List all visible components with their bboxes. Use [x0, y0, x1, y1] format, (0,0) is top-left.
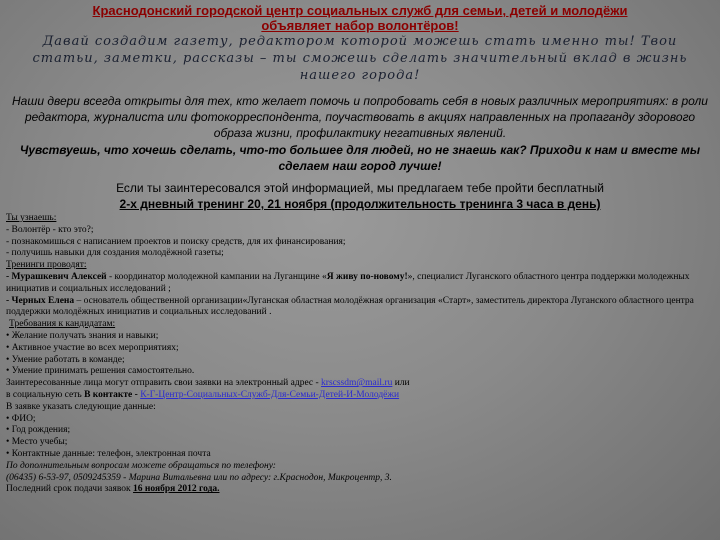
apply-vk-line [6, 390, 714, 402]
apply-social-text: в социальную сеть [6, 389, 85, 400]
trainer-1-text: - координатор молодежной кампании на Луганщине « [106, 271, 327, 282]
slogan: Давай создадим газету, редактором которой можешь стать именно ты! Твои статьи, заметки, рассказы – ты сможешь сделать значительный вклад в жизнь нашего города! [32, 34, 688, 83]
trainer-1-campaign: Я живу по-новому! [326, 271, 408, 282]
trainer-1 [6, 272, 714, 296]
trainer-1-tail: », специалист Луганского областного центра поддержки молодежных инициатив и социальных исследований ; [6, 271, 690, 294]
requirement-item: • Умение принимать решения самостоятельно. [6, 366, 195, 377]
details-block [6, 213, 714, 496]
trainer-1-name: - Мурашкевич Алексей [6, 271, 107, 282]
trainer-2-text: – основатель общественной организации«Луганская областная молодёжная организация «Старт», заместитель директора Луганского областного центра поддержки молодёжных инициатив и социальных исследований . [6, 295, 694, 318]
phone-line-1: По дополнительным вопросам можете обращаться по телефону: [6, 460, 276, 471]
learn-item: - Волонтёр - кто это?; [6, 224, 94, 235]
appeal-paragraph: Чувствуешь, что хочешь сделать, что-то большее для людей, но не знаешь как? Приходи к нам и вместе мы сделаем наш город лучше! [19, 143, 701, 173]
requirement-item: • Активное участие во всех мероприятиях; [6, 342, 179, 353]
intro-paragraph: Наши двери всегда открыты для тех, кто желает помочь и попробовать себя в новых различных мероприятиях: в роли редактора, журналиста или фотокорреспондента, поучаствовать в акциях направленных на пропаганду здорового образа жизни, профилактику негативных явлений. [12, 94, 708, 140]
deadline-line [6, 484, 714, 496]
vk-label: В контакте - [84, 389, 141, 400]
fields-heading: В заявке указать следующие данные: [6, 401, 156, 412]
deadline-date: 16 ноября 2012 года. [133, 484, 220, 495]
learn-item: - познакомишься с написанием проектов и поиску средств, для их финансирования; [6, 236, 346, 247]
invite-line: Если ты заинтересовался этой информацией, мы предлагаем тебе пройти бесплатный [116, 181, 604, 195]
requirements-heading: Требования к кандидатам: [9, 319, 116, 330]
apply-email-line [6, 378, 714, 390]
header-announcement: объявляет набор волонтёров! [261, 18, 459, 33]
learn-item: - получишь навыки для создания молодёжной газеты; [6, 248, 224, 259]
apply-text: Заинтересованные лица могут отправить свои заявки на электронный адрес - [6, 378, 322, 389]
apply-or: или [392, 378, 410, 389]
field-item: • ФИО; [6, 413, 36, 424]
requirement-item: • Умение работать в команде; [6, 354, 125, 365]
training-dates: 2-х дневный тренинг 20, 21 ноября (продолжительность тренинга 3 часа в день) [119, 197, 601, 211]
trainers-heading: Тренинги проводят: [6, 260, 87, 271]
email-link[interactable]: krscssdm@mail.ru [321, 378, 393, 389]
field-item: • Место учебы; [6, 437, 68, 448]
field-item: • Год рождения; [6, 425, 71, 436]
phone-line-2: (06435) 6-53-97, 0509245359 - Марина Витальевна или по адресу: г.Краснодон, Микроцентр, 3. [6, 472, 392, 483]
requirement-item: • Желание получать знания и навыки; [6, 330, 159, 341]
trainer-2-name: - Черных Елена [6, 295, 75, 306]
learn-heading: Ты узнаешь: [6, 213, 57, 223]
header-organization: Краснодонский городской центр социальных служб для семьи, детей и молодёжи [92, 3, 628, 18]
deadline-text: Последний срок подачи заявок [6, 484, 134, 495]
vk-link[interactable]: К-Г-Центр-Социальных-Служб-Для-Семьи-Детей-И-Молодёжи [140, 389, 400, 400]
field-item: • Контактные данные: телефон, электронная почта [6, 448, 211, 459]
trainer-2 [6, 296, 714, 320]
